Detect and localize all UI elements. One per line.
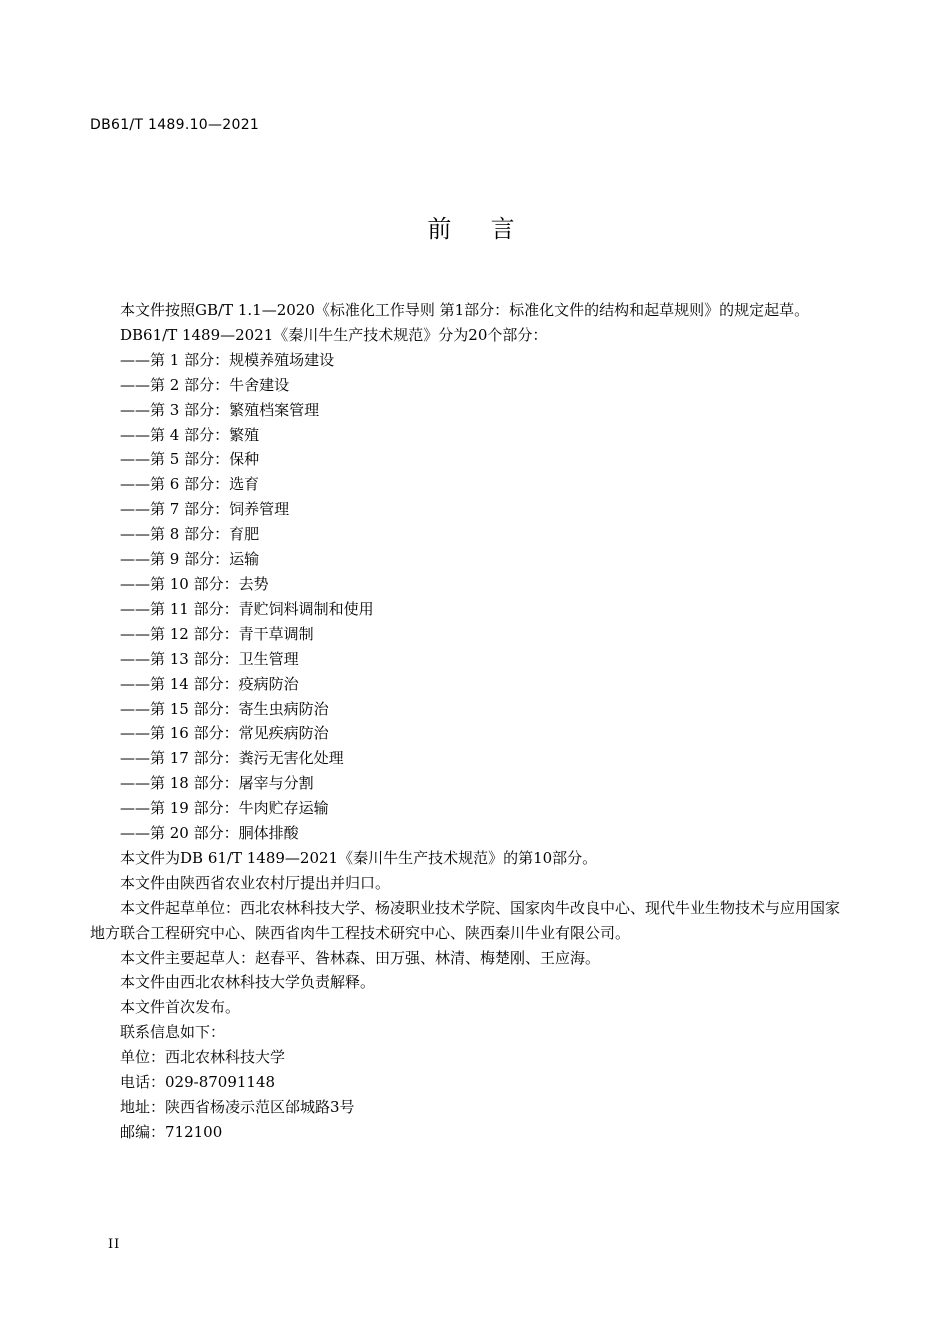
list-item: ——第 3 部分：繁殖档案管理 [120,400,320,419]
drafting-units-statement: 本文件起草单位：西北农林科技大学、杨凌职业技术学院、国家肉牛改良中心、现代牛业生物技术与应用国家地方联合工程研究中心、陕西省肉牛工程技术研究中心、陕西秦川牛业有限公司。 [90,898,841,942]
list-item: ——第 4 部分：繁殖 [120,425,260,444]
list-item: ——第 17 部分：粪污无害化处理 [120,749,344,768]
document-identifier: DB61/T 1489.10—2021 [90,117,260,133]
page-number: II [108,1237,121,1252]
this-part-statement: 本文件为DB 61/T 1489—2021《秦川牛生产技术规范》的第10部分。 [120,848,598,867]
contact-unit: 单位：西北农林科技大学 [120,1048,286,1067]
list-item: ——第 10 部分：去势 [120,574,269,593]
list-item: ——第 20 部分：胴体排酸 [120,824,299,843]
contact-postcode: 邮编：712100 [120,1122,223,1141]
proposed-by-statement: 本文件由陕西省农业农村厅提出并归口。 [120,873,391,892]
contact-address: 地址：陕西省杨凌示范区邰城路3号 [120,1098,355,1116]
list-item: ——第 13 部分：卫生管理 [120,649,299,668]
drafters-statement: 本文件主要起草人：赵春平、昝林森、田万强、林清、梅楚刚、王应海。 [120,948,601,967]
parts-list [90,348,840,846]
list-item: ——第 16 部分：常见疾病防治 [120,724,329,743]
list-item: ——第 1 部分：规模养殖场建设 [120,350,335,369]
list-item: ——第 18 部分：屠宰与分割 [120,774,314,793]
first-release-statement: 本文件首次发布。 [120,998,241,1017]
foreword-body [90,298,840,1145]
contact-heading: 联系信息如下： [120,1023,226,1042]
list-item: ——第 11 部分：青贮饲料调制和使用 [120,599,374,618]
list-item: ——第 5 部分：保种 [120,450,260,469]
list-item: ——第 15 部分：寄生虫病防治 [120,699,329,718]
list-item: ——第 7 部分：饲养管理 [120,500,290,519]
interpretation-statement: 本文件由西北农林科技大学负责解释。 [120,973,376,992]
list-item: ——第 19 部分：牛肉贮存运输 [120,799,329,818]
parts-intro-paragraph: DB61/T 1489—2021《秦川牛生产技术规范》分为20个部分： [120,325,548,344]
list-item: ——第 12 部分：青干草调制 [120,624,314,643]
list-item: ——第 2 部分：牛舍建设 [120,375,290,394]
page-title: 前 言 [427,215,523,243]
list-item: ——第 9 部分：运输 [120,550,260,569]
list-item: ——第 14 部分：疫病防治 [120,674,299,693]
drafting-rule-paragraph: 本文件按照GB/T 1.1—2020《标准化工作导则 第1部分：标准化文件的结构和起草规则》的规定起草。 [120,301,810,319]
list-item: ——第 8 部分：育肥 [120,525,260,544]
list-item: ——第 6 部分：选育 [120,475,260,494]
contact-phone: 电话：029-87091148 [120,1073,276,1092]
